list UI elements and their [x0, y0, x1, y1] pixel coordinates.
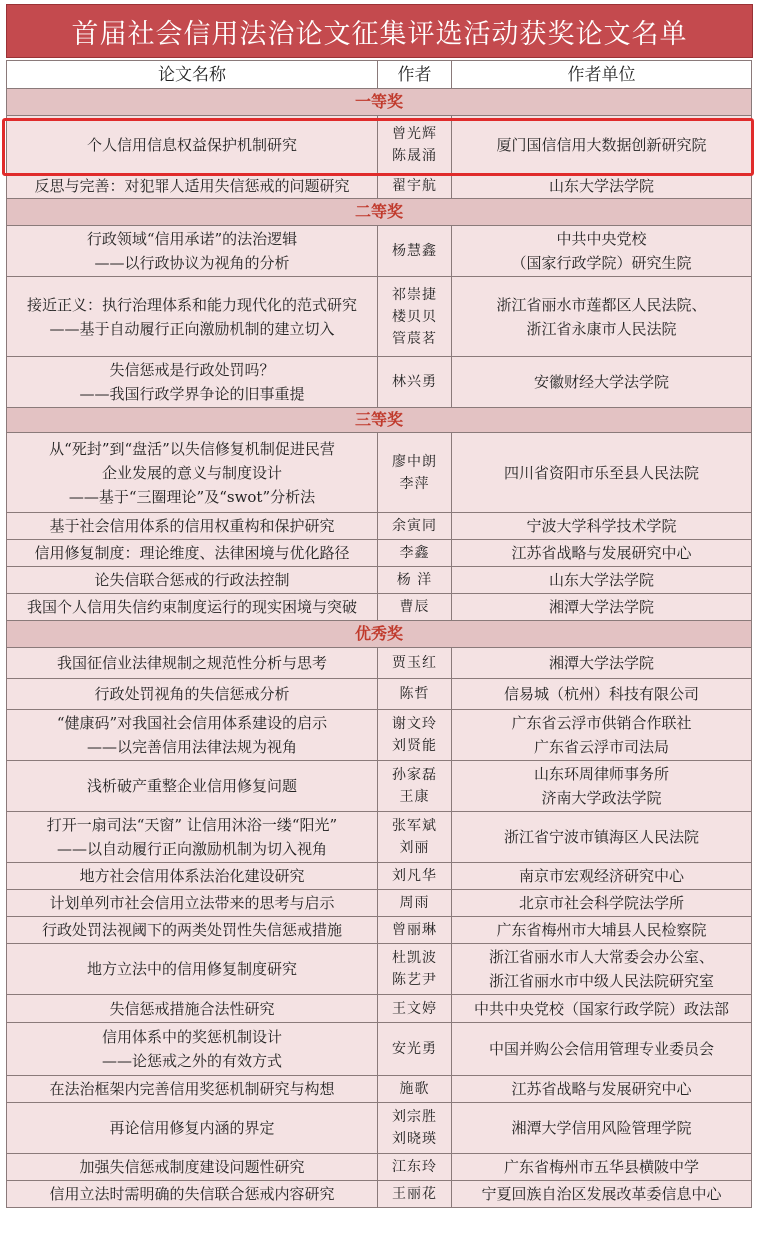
table-row — [7, 1103, 752, 1154]
paper-title — [7, 1076, 378, 1103]
paper-title-line: 失信惩戒是行政处罚吗？ — [109, 361, 275, 379]
paper-title-line: ——以完善信用法律法规为视角 — [86, 738, 297, 756]
author-names — [378, 277, 452, 357]
paper-title-line: 行政处罚视角的失信惩戒分析 — [94, 685, 290, 703]
author-unit — [452, 995, 752, 1023]
author-names-line: 刘宗胜 — [392, 1109, 437, 1125]
author-names — [378, 679, 452, 710]
author-names — [378, 944, 452, 995]
author-names-line: 林兴勇 — [392, 374, 437, 390]
paper-title — [7, 116, 378, 174]
author-names-line: 李萍 — [399, 475, 430, 492]
author-names-line: 施歌 — [399, 1081, 430, 1097]
author-unit — [452, 679, 752, 710]
author-unit — [452, 357, 752, 408]
author-unit — [452, 944, 752, 995]
table-row — [7, 226, 752, 277]
author-names — [378, 863, 452, 890]
author-names-line: 廖中朗 — [392, 453, 437, 470]
paper-title — [7, 1154, 378, 1181]
paper-title — [7, 863, 378, 890]
paper-title — [7, 812, 378, 863]
table-row — [7, 1076, 752, 1103]
paper-title — [7, 679, 378, 710]
paper-title-line: 信用修复制度：理论维度、法律困境与优化路径 — [34, 544, 350, 562]
author-unit-line: 浙江省永康市人民法院 — [526, 319, 677, 338]
author-unit-line: 浙江省丽水市莲都区人民法院、 — [496, 295, 707, 314]
author-names — [378, 917, 452, 944]
paper-title-line: 企业发展的意义与制度设计 — [101, 463, 282, 482]
author-names-line: 楼贝贝 — [392, 308, 437, 325]
author-names — [378, 1181, 452, 1208]
award-table — [6, 60, 752, 1208]
author-names — [378, 116, 452, 174]
author-unit — [452, 226, 752, 277]
author-unit — [452, 277, 752, 357]
paper-title-line: ——基于自动履行正向激励机制的建立切入 — [49, 319, 335, 338]
section-header — [7, 408, 752, 433]
paper-title — [7, 944, 378, 995]
author-unit-line: 湘潭大学法学院 — [548, 598, 654, 616]
author-names — [378, 648, 452, 679]
author-names-line: 曹辰 — [399, 599, 430, 615]
paper-title-line: ——论惩戒之外的有效方式 — [101, 1052, 282, 1070]
table-row — [7, 1154, 752, 1181]
author-unit-line: 广东省梅州市五华县横陂中学 — [503, 1158, 699, 1176]
author-names — [378, 174, 452, 199]
table-row — [7, 540, 752, 567]
author-names-line: 曾丽琳 — [392, 922, 437, 938]
author-names — [378, 710, 452, 761]
author-unit — [452, 1181, 752, 1208]
table-row — [7, 174, 752, 199]
paper-title — [7, 277, 378, 357]
author-unit — [452, 710, 752, 761]
column-header-author: 作者 — [378, 61, 452, 89]
paper-title-line: 加强失信惩戒制度建设问题性研究 — [79, 1158, 305, 1176]
author-unit — [452, 1103, 752, 1154]
paper-title — [7, 648, 378, 679]
table-row — [7, 513, 752, 540]
paper-title — [7, 710, 378, 761]
author-unit-line: 湘潭大学法学院 — [548, 654, 654, 672]
author-names-line: 刘丽 — [399, 840, 430, 856]
author-unit — [452, 648, 752, 679]
author-unit-line: 济南大学政法学院 — [541, 789, 662, 807]
paper-title — [7, 594, 378, 621]
author-names-line: 贾玉红 — [392, 655, 437, 671]
author-names — [378, 1023, 452, 1076]
author-names — [378, 433, 452, 513]
section-title: 三等奖 — [7, 408, 752, 433]
author-unit-line: 浙江省宁波市镇海区人民法院 — [503, 828, 699, 846]
author-names-line: 翟宇航 — [392, 178, 437, 194]
author-unit — [452, 1154, 752, 1181]
author-names — [378, 567, 452, 594]
paper-title-line: ——基于“三圈理论”及“swot”分析法 — [68, 487, 316, 506]
paper-title-line: 论失信联合惩戒的行政法控制 — [94, 571, 290, 589]
paper-title-line: 在法治框架内完善信用奖惩机制研究与构想 — [49, 1080, 335, 1098]
author-names-line: 王康 — [399, 789, 430, 805]
paper-title-line: 我国个人信用失信约束制度运行的现实困境与突破 — [26, 598, 357, 616]
author-names — [378, 540, 452, 567]
column-header-paper: 论文名称 — [7, 61, 378, 89]
table-row — [7, 1023, 752, 1076]
header-row — [7, 61, 752, 89]
author-names — [378, 995, 452, 1023]
table-row — [7, 277, 752, 357]
author-names-line: 王文婷 — [392, 1000, 437, 1017]
table-row — [7, 890, 752, 917]
table-row — [7, 812, 752, 863]
author-unit-line: 信易城（杭州）科技有限公司 — [503, 685, 699, 703]
author-names-line: 李鑫 — [399, 545, 430, 561]
section-header — [7, 621, 752, 648]
paper-title — [7, 995, 378, 1023]
section-title: 优秀奖 — [7, 621, 752, 648]
paper-title-line: 信用立法时需明确的失信联合惩戒内容研究 — [49, 1185, 335, 1203]
table-row — [7, 995, 752, 1023]
paper-title-line: 地方立法中的信用修复制度研究 — [86, 960, 297, 978]
author-names-line: 刘贤能 — [392, 738, 437, 754]
author-names-line: 周雨 — [399, 895, 430, 911]
author-unit-line: 中共中央党校（国家行政学院）政法部 — [473, 999, 729, 1018]
author-unit-line: 南京市宏观经济研究中心 — [518, 867, 684, 885]
table-row — [7, 594, 752, 621]
author-names — [378, 357, 452, 408]
paper-title-line: 失信惩戒措施合法性研究 — [109, 999, 275, 1018]
author-names — [378, 1154, 452, 1181]
author-unit-line: 江苏省战略与发展研究中心 — [511, 544, 692, 562]
author-names-line: 张军斌 — [392, 818, 437, 834]
author-names-line: 余寅同 — [392, 518, 437, 534]
author-unit-line: 中国并购公会信用管理专业委员会 — [488, 1040, 714, 1058]
author-names — [378, 513, 452, 540]
author-unit-line: 厦门国信信用大数据创新研究院 — [496, 135, 707, 154]
author-unit-line: 浙江省丽水市人大常委会办公室、 — [488, 948, 714, 966]
paper-title — [7, 174, 378, 199]
paper-title-line: 行政处罚法视阈下的两类处罚性失信惩戒措施 — [41, 921, 342, 939]
author-names — [378, 226, 452, 277]
table-row — [7, 679, 752, 710]
author-unit-line: 北京市社会科学院法学所 — [518, 894, 684, 912]
table-row — [7, 1181, 752, 1208]
paper-title — [7, 357, 378, 408]
author-names-line: 杨 洋 — [396, 572, 433, 588]
author-unit — [452, 1023, 752, 1076]
author-unit — [452, 863, 752, 890]
table-row — [7, 116, 752, 174]
paper-title-line: 接近正义：执行治理体系和能力现代化的范式研究 — [26, 295, 357, 314]
paper-title — [7, 1023, 378, 1076]
author-unit-line: 山东大学法学院 — [548, 571, 654, 589]
paper-title-line: 反思与完善：对犯罪人适用失信惩戒的问题研究 — [34, 177, 350, 195]
section-title: 一等奖 — [7, 89, 752, 116]
author-unit-line: （国家行政学院）研究生院 — [511, 254, 692, 272]
paper-title — [7, 540, 378, 567]
author-names — [378, 812, 452, 863]
paper-title — [7, 1181, 378, 1208]
author-unit — [452, 812, 752, 863]
author-names — [378, 1076, 452, 1103]
author-unit — [452, 567, 752, 594]
table-row — [7, 710, 752, 761]
section-header — [7, 89, 752, 116]
author-unit — [452, 174, 752, 199]
paper-title-line: 我国征信业法律规制之规范性分析与思考 — [56, 654, 327, 672]
author-unit — [452, 594, 752, 621]
paper-title — [7, 433, 378, 513]
author-names-line: 陈哲 — [399, 686, 430, 702]
author-names-line: 陈艺尹 — [392, 972, 437, 988]
author-names-line: 曾光辉 — [392, 125, 437, 142]
paper-title — [7, 1103, 378, 1154]
author-unit-line: 宁波大学科学技术学院 — [526, 517, 677, 535]
paper-title-line: 计划单列市社会信用立法带来的思考与启示 — [49, 894, 335, 912]
table-row — [7, 433, 752, 513]
paper-title-line: ——我国行政学界争论的旧事重提 — [79, 385, 305, 403]
author-names-line: 王丽花 — [392, 1186, 437, 1202]
paper-title-line: 打开一扇司法“天窗” 让信用沐浴一缕“阳光” — [46, 816, 338, 834]
paper-title-line: ——以自动履行正向激励机制为切入视角 — [56, 840, 327, 858]
paper-title — [7, 226, 378, 277]
author-names — [378, 1103, 452, 1154]
page-title: 首届社会信用法治论文征集评选活动获奖论文名单 — [6, 4, 753, 58]
paper-title-line: ——以行政协议为视角的分析 — [94, 254, 290, 272]
author-unit — [452, 1076, 752, 1103]
author-unit-line: 山东环周律师事务所 — [533, 765, 669, 783]
author-names — [378, 761, 452, 812]
author-unit — [452, 761, 752, 812]
author-names-line: 刘凡华 — [392, 868, 437, 884]
author-unit — [452, 433, 752, 513]
column-header-unit: 作者单位 — [452, 61, 752, 89]
author-names-line: 谢文玲 — [392, 716, 437, 732]
author-unit-line: 宁夏回族自治区发展改革委信息中心 — [481, 1185, 722, 1203]
author-names-line: 杜凯波 — [392, 950, 437, 966]
table-row — [7, 648, 752, 679]
table-row — [7, 917, 752, 944]
author-unit-line: 湘潭大学信用风险管理学院 — [511, 1119, 692, 1137]
paper-title — [7, 890, 378, 917]
author-unit — [452, 116, 752, 174]
paper-title-line: 个人信用信息权益保护机制研究 — [86, 135, 297, 154]
paper-title-line: 浅析破产重整企业信用修复问题 — [86, 777, 297, 795]
author-unit-line: 山东大学法学院 — [548, 177, 654, 195]
paper-title-line: 再论信用修复内涵的界定 — [109, 1119, 275, 1137]
author-unit — [452, 513, 752, 540]
paper-title-line: 地方社会信用体系法治化建设研究 — [79, 867, 305, 885]
author-unit-line: 广东省云浮市供销合作联社 — [511, 714, 692, 732]
author-unit-line: 中共中央党校 — [556, 230, 647, 248]
author-unit-line: 江苏省战略与发展研究中心 — [511, 1080, 692, 1098]
author-unit-line: 安徽财经大学法学院 — [533, 373, 669, 391]
paper-title — [7, 917, 378, 944]
section-header — [7, 199, 752, 226]
author-unit — [452, 917, 752, 944]
author-unit — [452, 890, 752, 917]
author-unit-line: 四川省资阳市乐至县人民法院 — [503, 463, 699, 482]
author-unit-line: 广东省梅州市大埔县人民检察院 — [496, 921, 707, 939]
author-unit-line: 广东省云浮市司法局 — [533, 738, 669, 756]
table-row — [7, 567, 752, 594]
author-names-line: 江东玲 — [392, 1159, 437, 1175]
author-names-line: 陈晟涌 — [392, 147, 437, 164]
author-names-line: 管莀茗 — [392, 330, 437, 347]
paper-title — [7, 513, 378, 540]
author-names-line: 刘晓瑛 — [392, 1131, 437, 1147]
author-unit — [452, 540, 752, 567]
paper-title-line: 行政领域“信用承诺”的法治逻辑 — [86, 230, 298, 248]
paper-title-line: “健康码”对我国社会信用体系建设的启示 — [56, 714, 328, 732]
author-names-line: 孙家磊 — [392, 767, 437, 783]
author-names — [378, 890, 452, 917]
author-names-line: 安光勇 — [392, 1041, 437, 1057]
paper-title-line: 从“死封”到“盘活”以失信修复机制促进民营 — [49, 439, 335, 458]
author-unit-line: 浙江省丽水市中级人民法院研究室 — [488, 972, 714, 990]
table-row — [7, 863, 752, 890]
paper-title — [7, 761, 378, 812]
table-row — [7, 944, 752, 995]
paper-title-line: 信用体系中的奖惩机制设计 — [101, 1028, 282, 1046]
author-names-line: 祁崇捷 — [392, 286, 437, 303]
author-names — [378, 594, 452, 621]
table-row — [7, 761, 752, 812]
table-row — [7, 357, 752, 408]
author-names-line: 杨慧鑫 — [392, 243, 437, 259]
paper-title — [7, 567, 378, 594]
paper-title-line: 基于社会信用体系的信用权重构和保护研究 — [49, 517, 335, 535]
section-title: 二等奖 — [7, 199, 752, 226]
